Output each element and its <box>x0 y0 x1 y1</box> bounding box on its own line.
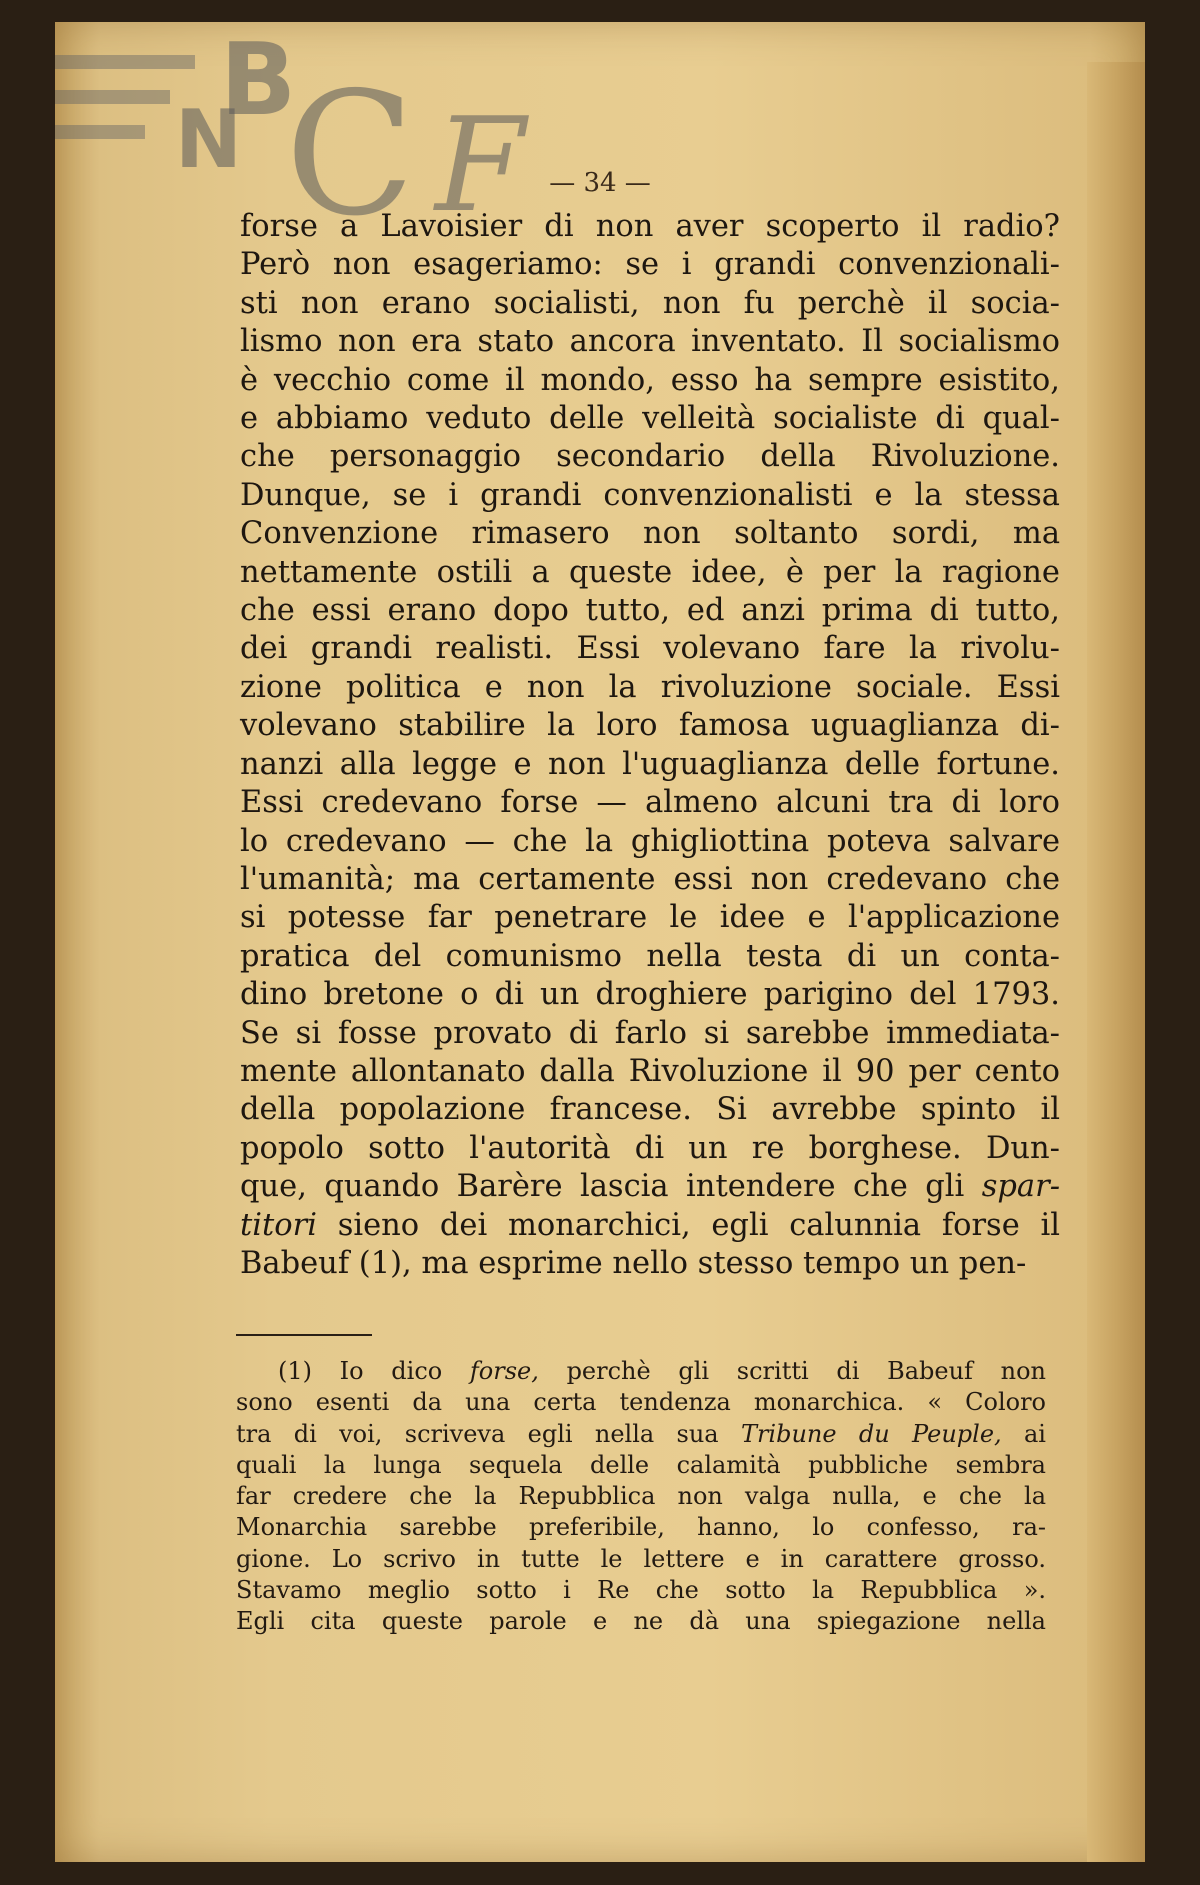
body-text <box>240 208 1060 1283</box>
text-line: Se si fosse provato di farlo si sarebbe immediata- <box>240 1015 1060 1051</box>
footnote <box>236 1356 1046 1638</box>
text-line: nanzi alla legge e non l'uguaglianza delle fortune. <box>240 746 1060 782</box>
text-line: Convenzione rimasero non soltanto sordi, ma <box>240 516 1060 552</box>
watermark-bar <box>55 55 195 69</box>
adjacent-page-edge <box>1087 62 1145 1862</box>
text-line: si potesse far penetrare le idee e l'applicazione <box>240 900 1060 936</box>
text-line: che personaggio secondario della Rivoluzione. <box>240 439 1060 475</box>
watermark-letter-b: B <box>220 21 297 138</box>
watermark-bar <box>55 125 145 139</box>
footnote-line: sono esenti da una certa tendenza monarchica. « Coloro <box>236 1388 1046 1417</box>
text-line: della popolazione francese. Si avrebbe spinto il <box>240 1092 1060 1128</box>
watermark-letter-n: N <box>175 93 242 186</box>
text-line: e abbiamo veduto delle velleità socialiste di qual- <box>240 401 1060 437</box>
text-line: zione politica e non la rivoluzione sociale. Essi <box>240 669 1060 705</box>
text-line: forse a Lavoisier di non aver scoperto il radio? <box>240 209 1060 244</box>
footnote-line: (1) Io dico forse, perchè gli scritti di Babeuf non <box>278 1357 1046 1385</box>
footnote-line: tra di voi, scriveva egli nella sua Tribune du Peuple, ai <box>236 1419 1046 1448</box>
text-line: nettamente ostili a queste idee, è per la ragione <box>240 554 1060 590</box>
text-line: l'umanità; ma certamente essi non credevano che <box>240 861 1060 897</box>
text-line: pratica del comunismo nella testa di un conta- <box>240 938 1060 974</box>
text-line: mente allontanato dalla Rivoluzione il 90 per cento <box>240 1053 1060 1089</box>
text-line: Babeuf (1), ma esprime nello stesso tempo un pen- <box>240 1245 1027 1281</box>
footnote-line: Egli cita queste parole e ne dà una spiegazione nella <box>236 1607 1046 1636</box>
text-line: Però non esageriamo: se i grandi convenzionali- <box>240 247 1060 283</box>
text-line: è vecchio come il mondo, esso ha sempre esistito, <box>240 362 1060 398</box>
text-line: volevano stabilire la loro famosa uguaglianza di- <box>240 708 1060 744</box>
text-line: popolo sotto l'autorità di un re borghese. Dun- <box>240 1130 1060 1166</box>
footnote-line: quali la lunga sequela delle calamità pubbliche sembra <box>236 1450 1046 1479</box>
text-line: dei grandi realisti. Essi volevano fare la rivolu- <box>240 631 1060 667</box>
footnote-separator <box>236 1334 372 1336</box>
text-line: Essi credevano forse — almeno alcuni tra di loro <box>240 785 1060 821</box>
footnote-line: far credere che la Repubblica non valga nulla, e che la <box>236 1482 1046 1511</box>
footnote-line: gione. Lo scrivo in tutte le lettere e in carattere grosso. <box>236 1544 1046 1573</box>
text-line: Dunque, se i grandi convenzionalisti e la stessa <box>240 477 1060 513</box>
text-line: lo credevano — che la ghigliottina poteva salvare <box>240 823 1060 859</box>
page-number: — 34 — <box>549 168 651 198</box>
text-line: che essi erano dopo tutto, ed anzi prima di tutto, <box>240 593 1060 629</box>
text-line: que, quando Barère lascia intendere che gli spar- <box>240 1169 1060 1205</box>
text-line: titori sieno dei monarchici, egli calunnia forse il <box>240 1207 1060 1243</box>
text-line: dino bretone o di un droghiere parigino del 1793. <box>240 977 1060 1013</box>
text-line: lismo non era stato ancora inventato. Il socialismo <box>240 324 1060 360</box>
watermark-letter-f: F <box>435 89 526 241</box>
footnote-line: Stavamo meglio sotto i Re che sotto la Repubblica ». <box>236 1576 1046 1605</box>
text-line: sti non erano socialisti, non fu perchè il socia- <box>240 285 1060 321</box>
footnote-line: Monarchia sarebbe preferibile, hanno, lo confesso, ra- <box>236 1513 1046 1542</box>
watermark-bar <box>55 90 170 104</box>
watermark-letter-c: C <box>285 56 416 254</box>
